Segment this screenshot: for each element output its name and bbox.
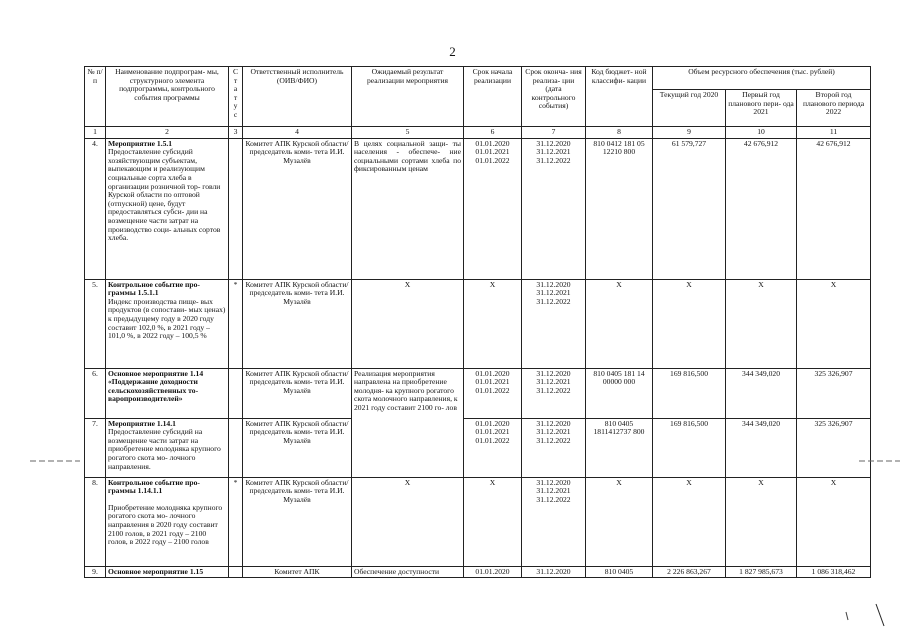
row-name xyxy=(106,418,229,477)
row-result: В целях социальной защи- ты населения - обеспече- ние социальными сортами хлеба по фиксированным ценам xyxy=(352,138,464,279)
table-row xyxy=(85,477,871,566)
row-2022: X xyxy=(797,279,871,368)
page-number: 2 xyxy=(449,44,456,59)
header-status: С т а т у с xyxy=(229,67,243,127)
index-cell: 3 xyxy=(229,127,243,139)
row-2022: 1 086 318,462 xyxy=(797,566,871,578)
row-name-title: Контрольное событие про- граммы 1.5.1.1 xyxy=(108,279,200,298)
row-name-title: Мероприятие 1.5.1 xyxy=(108,138,173,148)
row-start: 01.01.2020 xyxy=(464,566,522,578)
row-2020: X xyxy=(653,279,726,368)
row-name-text: Приобретение молодняка крупного рогатого скота мо- лочного направления в 2020 году составит 2100 голов, в 2021 году – 2100 голов, в 2022 году – 2100 голов xyxy=(108,502,223,547)
index-cell: 8 xyxy=(586,127,653,139)
row-2021: 1 827 985,673 xyxy=(726,566,797,578)
row-executor: Комитет АПК Курской области/ председатель коми- тета И.И. Музалёв xyxy=(243,279,352,368)
index-cell: 11 xyxy=(797,127,871,139)
row-status xyxy=(229,566,243,578)
row-kbk: X xyxy=(586,279,653,368)
row-start: 01.01.2020 01.01.2021 01.01.2022 xyxy=(464,368,522,418)
row-2020: 169 816,500 xyxy=(653,368,726,418)
row-start: X xyxy=(464,279,522,368)
resource-table xyxy=(84,66,871,578)
index-cell: 7 xyxy=(522,127,586,139)
row-2022: X xyxy=(797,477,871,566)
index-cell: 9 xyxy=(653,127,726,139)
header-volume: Объем ресурсного обеспечения (тыс. рублей) xyxy=(653,67,871,90)
row-status xyxy=(229,368,243,418)
row-end: 31.12.2020 31.12.2021 31.12.2022 xyxy=(522,418,586,477)
row-kbk: 810 0405 181 14 00000 000 xyxy=(586,368,653,418)
index-cell: 2 xyxy=(106,127,229,139)
row-start: 01.01.2020 01.01.2021 01.01.2022 xyxy=(464,418,522,477)
row-2021: 344 349,020 xyxy=(726,418,797,477)
header-end: Срок оконча- ния реализа- ции (дата контрольного события) xyxy=(522,67,586,127)
row-2020: X xyxy=(653,477,726,566)
row-name-text: Предоставление субсидий на возмещение части затрат на приобретение молодняка крупного рогатого скота мо- лочного направления. xyxy=(108,427,221,471)
header-year-2022: Второй год планового периода 2022 xyxy=(797,90,871,127)
header-year-2021: Первый год планового пери- ода 2021 xyxy=(726,90,797,127)
table-row xyxy=(85,368,871,418)
row-2021: X xyxy=(726,279,797,368)
row-name: Основное мероприятие 1.14 «Поддержание доходности сельскохозяйственных то- варопроизводителей» xyxy=(106,368,229,418)
row-start: 01.01.2020 01.01.2021 01.01.2022 xyxy=(464,138,522,279)
header-year-2020: Текущий год 2020 xyxy=(653,90,726,127)
header-name: Наименование подпрограм- мы, структурного элемента подпрограммы, контрольного события программы xyxy=(106,67,229,127)
header-num: № п/п xyxy=(85,67,106,127)
header-kbk: Код бюджет- ной классифи- кации xyxy=(586,67,653,127)
row-2021: 42 676,912 xyxy=(726,138,797,279)
row-status: * xyxy=(229,477,243,566)
row-end: 31.12.2020 31.12.2021 31.12.2022 xyxy=(522,477,586,566)
header-row-1 xyxy=(85,67,871,90)
index-cell: 5 xyxy=(352,127,464,139)
row-name-text: Индекс производства пище- вых продуктов (в сопостави- мых ценах) к предыдущему году в 2020 году составит 102,0 %, в 2021 году – 101,0 %, в 2022 году – 100,5 % xyxy=(108,296,226,341)
row-name xyxy=(106,477,229,566)
table-row xyxy=(85,279,871,368)
row-number: 7. xyxy=(85,418,106,477)
header-start: Срок начала реализации xyxy=(464,67,522,127)
row-name xyxy=(106,279,229,368)
row-kbk: 810 0405 1811412737 800 xyxy=(586,418,653,477)
index-cell: 10 xyxy=(726,127,797,139)
index-cell: 1 xyxy=(85,127,106,139)
row-2022: 325 326,907 xyxy=(797,368,871,418)
row-number: 6. xyxy=(85,368,106,418)
row-result: Обеспечение доступности xyxy=(352,566,464,578)
row-number: 8. xyxy=(85,477,106,566)
table-row xyxy=(85,566,871,578)
index-cell: 6 xyxy=(464,127,522,139)
row-status xyxy=(229,418,243,477)
header-executor: Ответственный исполнитель (ОИВ/ФИО) xyxy=(243,67,352,127)
row-start: X xyxy=(464,477,522,566)
table-row xyxy=(85,138,871,279)
index-row xyxy=(85,127,871,139)
row-2021: X xyxy=(726,477,797,566)
row-name: Основное мероприятие 1.15 xyxy=(106,566,229,578)
row-end: 31.12.2020 31.12.2021 31.12.2022 xyxy=(522,138,586,279)
row-2022: 42 676,912 xyxy=(797,138,871,279)
row-number: 4. xyxy=(85,138,106,279)
row-kbk: 810 0405 xyxy=(586,566,653,578)
row-result: Реализация мероприятия направлена на приобретение молодня- ка крупного рогатого скота молочного направления, к 2021 году составит 2100 го- лов xyxy=(352,368,464,477)
row-2020: 61 579,727 xyxy=(653,138,726,279)
row-end: 31.12.2020 31.12.2021 31.12.2022 xyxy=(522,279,586,368)
row-result: X xyxy=(352,477,464,566)
row-2020: 2 226 863,267 xyxy=(653,566,726,578)
row-executor: Комитет АПК xyxy=(243,566,352,578)
row-number: 9. xyxy=(85,566,106,578)
row-name-title: Контрольное событие про- граммы 1.14.1.1 xyxy=(108,477,200,496)
index-cell: 4 xyxy=(243,127,352,139)
row-2021: 344 349,020 xyxy=(726,368,797,418)
row-executor: Комитет АПК Курской области/ председатель коми- тета И.И. Музалёв xyxy=(243,418,352,477)
table-row xyxy=(85,418,871,477)
row-2020: 169 816,500 xyxy=(653,418,726,477)
header-result: Ожидаемый результат реализации мероприятия xyxy=(352,67,464,127)
row-executor: Комитет АПК Курской области/ председатель коми- тета И.И. Музалёв xyxy=(243,477,352,566)
row-executor: Комитет АПК Курской области/ председатель коми- тета И.И. Музалёв xyxy=(243,368,352,418)
row-status xyxy=(229,138,243,279)
row-name-text: Предоставление субсидий хозяйствующим субъектам, выпекающим и реализующим социальные сорта хлеба в организации розничной тор- говли Курской области по оптовой (отпускной) цене, будут предоставляться субси- дии на возмещение части затрат на производство соци- альных сортов хлеба. xyxy=(108,147,221,243)
row-name xyxy=(106,138,229,279)
row-2022: 325 326,907 xyxy=(797,418,871,477)
row-executor: Комитет АПК Курской области/ председатель коми- тета И.И. Музалёв xyxy=(243,138,352,279)
row-name-title: Мероприятие 1.14.1 xyxy=(108,418,176,428)
row-kbk: X xyxy=(586,477,653,566)
row-kbk: 810 0412 181 05 12210 800 xyxy=(586,138,653,279)
row-number: 5. xyxy=(85,279,106,368)
row-status: * xyxy=(229,279,243,368)
row-result: X xyxy=(352,279,464,368)
row-end: 31.12.2020 31.12.2021 31.12.2022 xyxy=(522,368,586,418)
row-end: 31.12.2020 xyxy=(522,566,586,578)
